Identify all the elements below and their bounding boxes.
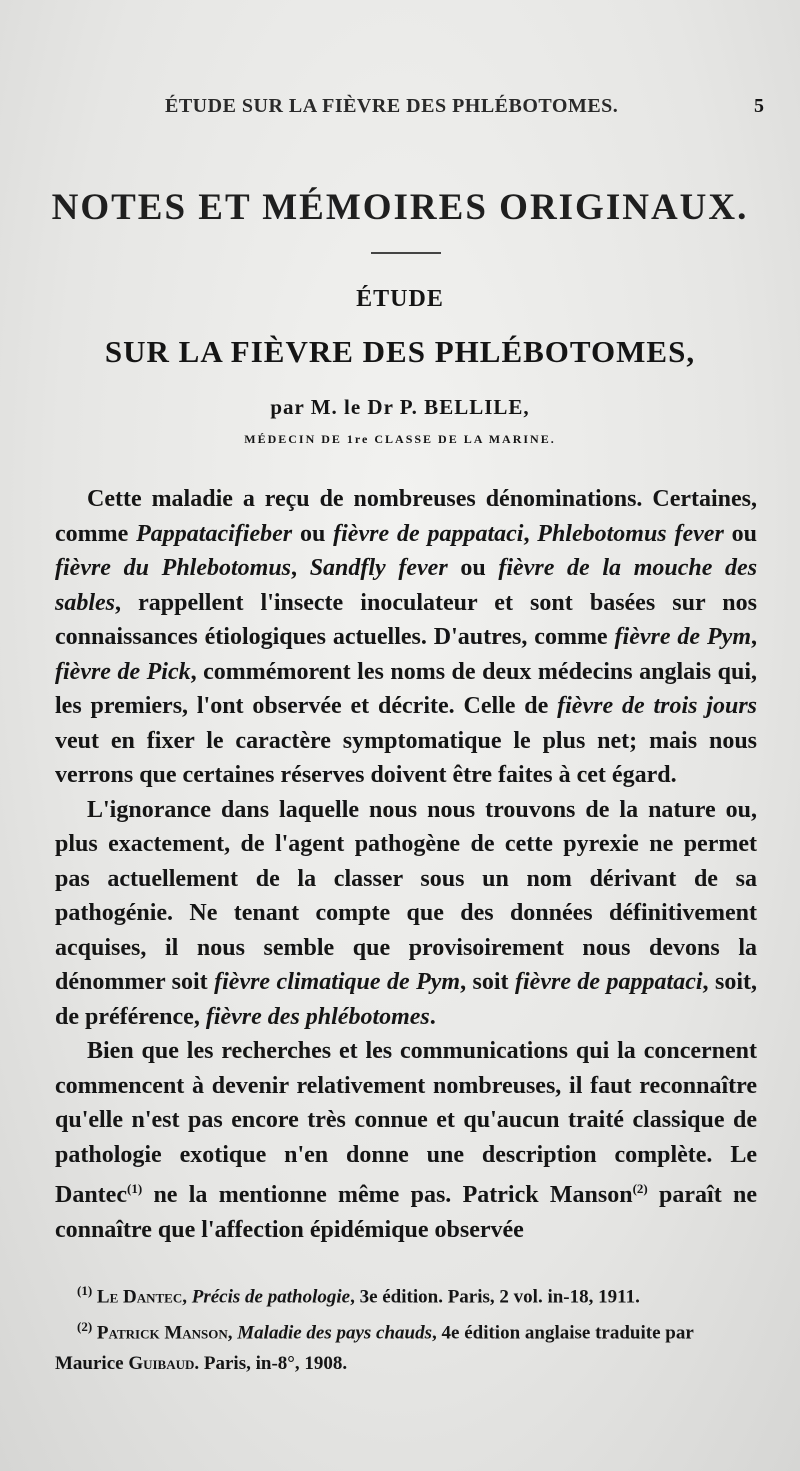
running-title: ÉTUDE SUR LA FIÈVRE DES PHLÉBOTOMES. <box>165 95 619 117</box>
footnote-2: $^{(2)}$ Patrick Manson, Maladie des pays chauds, 4e édition anglaise traduite par Maurice Guibaud. Paris, in-8°, 1908. <box>55 1319 694 1374</box>
footnote-ref-1: (1) <box>126 1181 143 1196</box>
footnote-1: $^{(1)}$ Le Dantec, Précis de pathologie, 3e édition. Paris, 2 vol. in-18, 1911. <box>77 1283 640 1308</box>
article-kicker: ÉTUDE <box>356 286 444 312</box>
byline: par M. le Dr P. BELLILE, <box>270 395 530 419</box>
affiliation: MÉDECIN DE 1re CLASSE DE LA MARINE. <box>244 432 556 446</box>
article-title: SUR LA FIÈVRE DES PHLÉBOTOMES, <box>104 334 696 369</box>
paragraph-1: Cette maladie a reçu de nombreuses dénominations. Certaines, comme Pappatacifieber ou fièvre de pappataci, Phlebotomus fever ou fièvre du Phlebotomus, Sandfly fever ou fièvre de la mouche des sables, rappellent l'insecte inoculateur et sont basées sur nos connaissances étiologiques actuelles. D'autres, comme fièvre de Pym, fièvre de Pick, commémorent les noms de deux médecins anglais qui, les premiers, l'ont observée et décrite. Celle de fièvre de trois jours veut en fixer le caractère symptomatique le plus net; mais nous verrons que certaines réserves doivent être faites à cet égard. <box>55 486 758 788</box>
running-head <box>0 95 800 125</box>
paragraph-2: L'ignorance dans laquelle nous nous trouvons de la nature ou, plus exactement, de l'agent pathogène de cette pyrexie ne permet pas actuellement de la classer sous un nom dérivant de sa pathogénie. Ne tenant compte que des données définitivement acquises, il nous semble que provisoirement nous devons la dénommer soit fièvre climatique de Pym, soit fièvre de pappataci, soit, de préférence, fièvre des phlébotomes. <box>55 796 758 1030</box>
body-text <box>55 482 757 1247</box>
page-number: 5 <box>754 95 764 117</box>
footnote-ref-2: (2) <box>632 1181 648 1196</box>
paragraph-3: Bien que les recherches et les communications qui la concernent commencent à devenir relativement nombreuses, il faut reconnaître qu'elle n'est pas encore très connue et qu'aucun traité classique de pathologie exotique n'en donne une description complète. Le Dantec$^{(1)}$ ne la mentionne même pas. Patrick Manson$^{(2)}$ paraît ne connaître que l'affection épidémique observée <box>55 1038 757 1243</box>
footnotes <box>55 1276 757 1379</box>
section-title: NOTES ET MÉMOIRES ORIGINAUX. <box>51 187 749 228</box>
title-rule <box>371 252 441 254</box>
